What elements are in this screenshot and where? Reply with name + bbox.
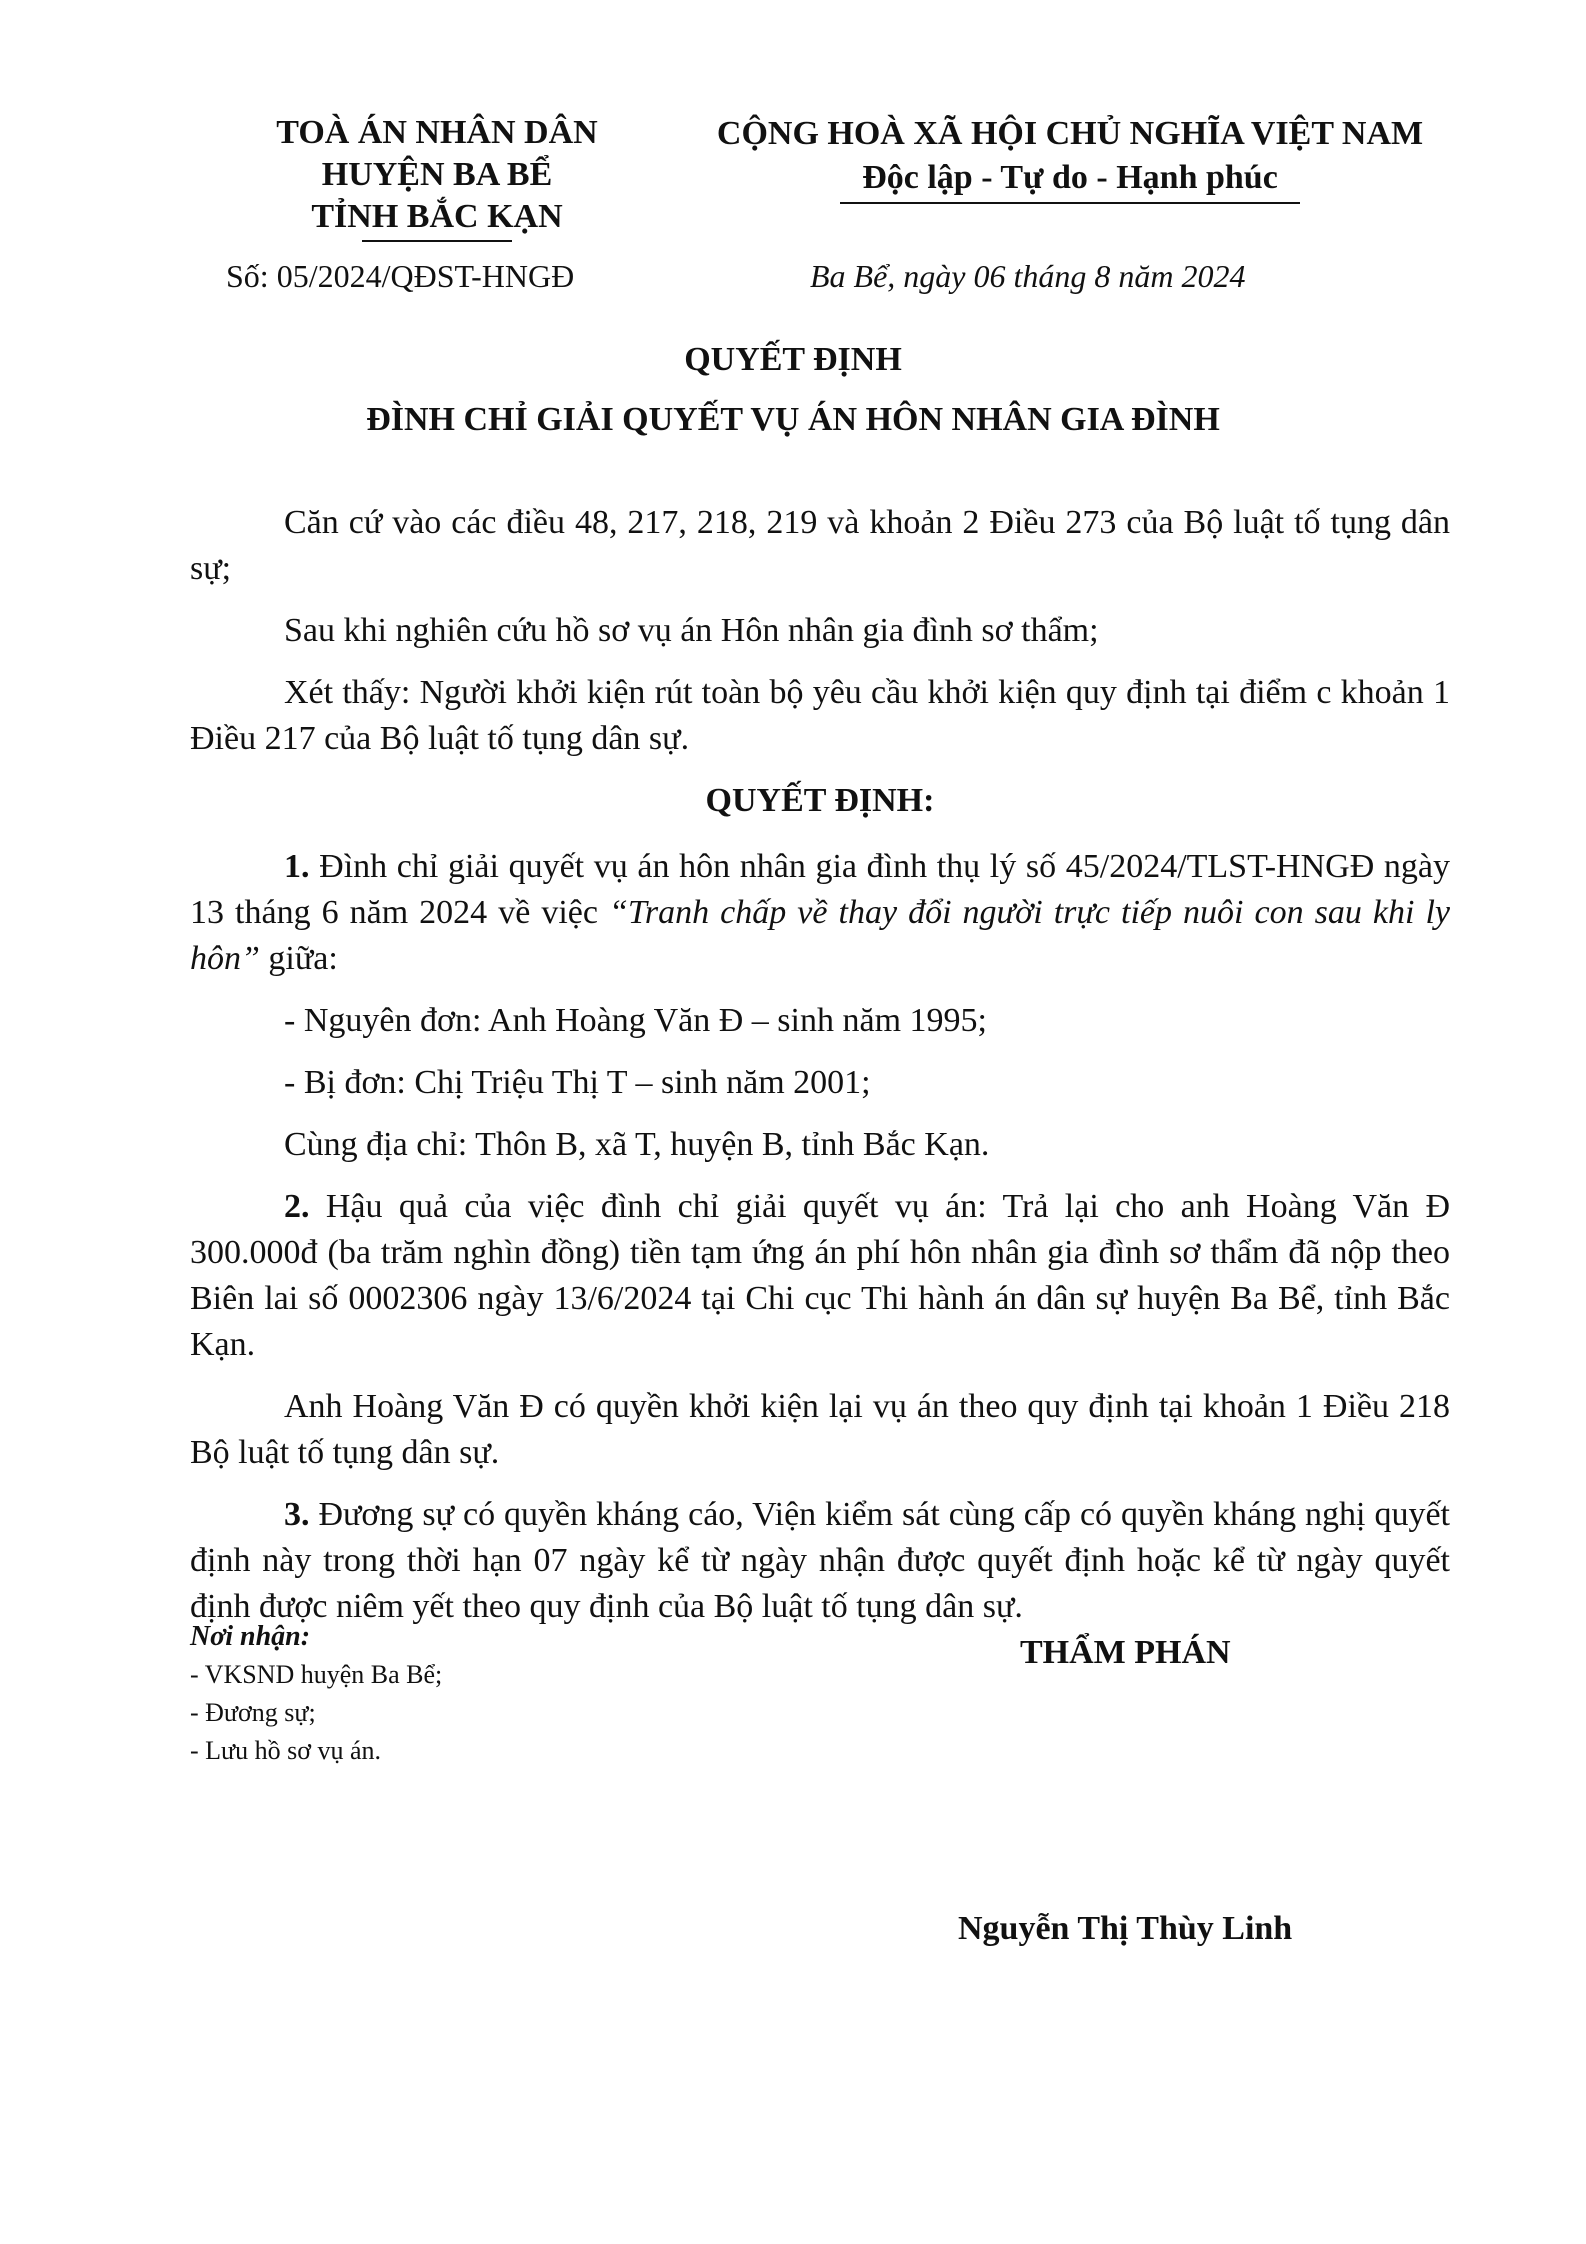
item-1-text-a: Đình chỉ giải quyết vụ án hôn nhân gia đình thụ lý số 45/2024/TLST-HNGĐ ngày 13 tháng 6 năm 2024 về việc <box>190 848 1450 931</box>
refile-note: Anh Hoàng Văn Đ có quyền khởi kiện lại vụ án theo quy định tại khoản 1 Điều 218 Bộ luật tố tụng dân sự. <box>190 1388 1450 1471</box>
national-motto-block <box>690 112 1450 204</box>
title-line-1: QUYẾT ĐỊNH <box>684 341 902 378</box>
document-title <box>0 330 1586 450</box>
consideration-paragraph: Xét thấy: Người khởi kiện rút toàn bộ yêu cầu khởi kiện quy định tại điểm c khoản 1 Điều 217 của Bộ luật tố tụng dân sự. <box>190 674 1450 757</box>
address-line: Cùng địa chỉ: Thôn B, xã T, huyện B, tỉnh Bắc Kạn. <box>284 1126 990 1163</box>
title-line-2: ĐÌNH CHỈ GIẢI QUYẾT VỤ ÁN HÔN NHÂN GIA ĐÌNH <box>366 401 1220 438</box>
decision-item-3 <box>190 1492 1450 1630</box>
nation-name: CỘNG HOÀ XÃ HỘI CHỦ NGHĨA VIỆT NAM <box>716 115 1424 152</box>
item-1-text-b: giữa: <box>259 940 338 977</box>
court-line-3-text: TỈNH BẮC KẠN <box>311 198 563 235</box>
judge-title: THẨM PHÁN <box>1020 1634 1231 1671</box>
recipient-item: - Lưu hồ sơ vụ án. <box>190 1736 382 1765</box>
item-3-text: Đương sự có quyền kháng cáo, Viện kiểm sát cùng cấp có quyền kháng nghị quyết định này trong thời hạn 07 ngày kể từ ngày nhận được quyết định hoặc kể từ ngày quyết định được niêm yết theo quy định của Bộ luật tố tụng dân sự. <box>190 1496 1450 1625</box>
court-name-block <box>212 112 662 242</box>
motto-underline <box>840 202 1300 204</box>
review-paragraph: Sau khi nghiên cứu hồ sơ vụ án Hôn nhân gia đình sơ thẩm; <box>284 612 1099 649</box>
recipients-label: Nơi nhận: <box>190 1621 311 1652</box>
motto-text: Độc lập - Tự do - Hạnh phúc <box>862 159 1278 196</box>
item-2-text: Hậu quả của việc đình chỉ giải quyết vụ án: Trả lại cho anh Hoàng Văn Đ 300.000đ (ba trăm nghìn đồng) tiền tạm ứng án phí hôn nhân gia đình sơ thẩm đã nộp theo Biên lai số 0002306 ngày 13/6/2024 tại Chi cục Thi hành án dân sự huyện Ba Bể, tỉnh Bắc Kạn. <box>190 1188 1451 1363</box>
item-1-number: 1. <box>284 848 310 885</box>
recipient-item: - VKSND huyện Ba Bể; <box>190 1660 443 1689</box>
court-underline <box>362 240 512 242</box>
decision-heading: QUYẾT ĐỊNH: <box>705 782 935 819</box>
legal-basis-paragraph: Căn cứ vào các điều 48, 217, 218, 219 và khoản 2 Điều 273 của Bộ luật tố tụng dân sự; <box>190 504 1450 587</box>
court-line-1: TOÀ ÁN NHÂN DÂN <box>276 114 598 151</box>
item-1-case-subject: “Tranh chấp về thay đổi người trực tiếp nuôi con sau khi ly hôn” <box>190 894 1450 977</box>
document-number: Số: 05/2024/QĐST-HNGĐ <box>226 258 575 294</box>
document-body <box>190 500 1450 1646</box>
judge-name: Nguyễn Thị Thùy Linh <box>958 1910 1293 1947</box>
recipient-item: - Đương sự; <box>190 1698 316 1727</box>
plaintiff-line: - Nguyên đơn: Anh Hoàng Văn Đ – sinh năm 1995; <box>284 1002 987 1039</box>
document-date: Ba Bể, ngày 06 tháng 8 năm 2024 <box>810 258 1246 294</box>
recipients-block <box>190 1618 790 1770</box>
court-line-3 <box>212 196 662 242</box>
decision-item-2 <box>190 1184 1450 1368</box>
decision-item-1 <box>190 844 1450 982</box>
item-3-number: 3. <box>284 1496 310 1533</box>
motto-line <box>690 156 1450 204</box>
defendant-line: - Bị đơn: Chị Triệu Thị T – sinh năm 2001; <box>284 1064 871 1101</box>
court-line-2: HUYỆN BA BỂ <box>321 156 553 193</box>
item-2-number: 2. <box>284 1188 310 1225</box>
